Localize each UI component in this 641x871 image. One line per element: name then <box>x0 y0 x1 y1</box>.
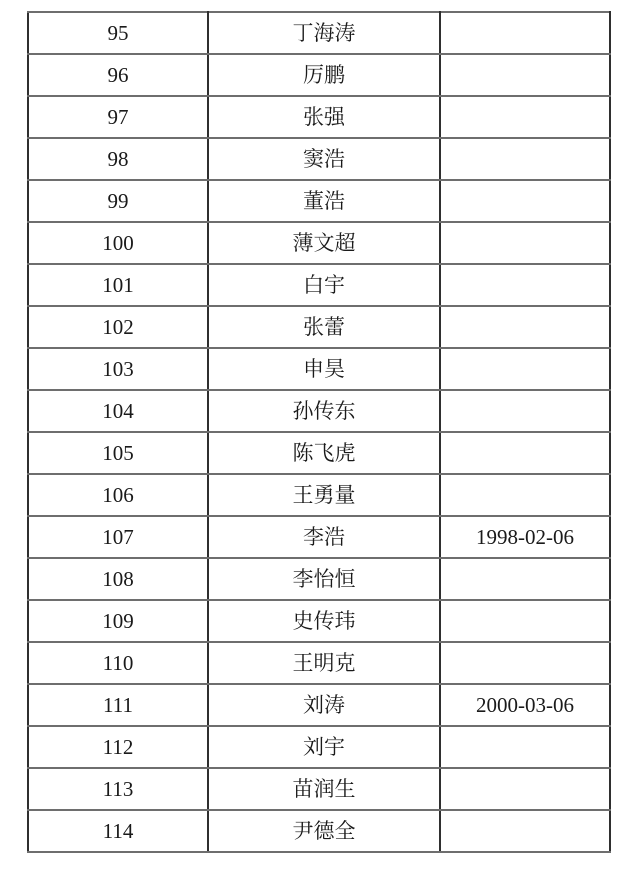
person-name-cell: 陈飞虎 <box>208 432 440 474</box>
person-name-cell: 李怡恒 <box>208 558 440 600</box>
table-row <box>28 222 610 264</box>
table-row <box>28 726 610 768</box>
table-row <box>28 138 610 180</box>
roster-table-body <box>28 12 610 852</box>
birthdate-cell <box>440 348 610 390</box>
birthdate-cell <box>440 222 610 264</box>
birthdate-cell <box>440 600 610 642</box>
birthdate-cell <box>440 96 610 138</box>
person-name-cell: 王明克 <box>208 642 440 684</box>
table-row <box>28 600 610 642</box>
row-index-cell: 108 <box>28 558 208 600</box>
person-name-cell: 张强 <box>208 96 440 138</box>
row-index-cell: 100 <box>28 222 208 264</box>
person-name-cell: 刘宇 <box>208 726 440 768</box>
person-name-cell: 窦浩 <box>208 138 440 180</box>
person-name-cell: 史传玮 <box>208 600 440 642</box>
table-row <box>28 684 610 726</box>
row-index-cell: 96 <box>28 54 208 96</box>
birthdate-cell <box>440 642 610 684</box>
row-index-cell: 101 <box>28 264 208 306</box>
row-index-cell: 97 <box>28 96 208 138</box>
birthdate-cell <box>440 180 610 222</box>
table-row <box>28 264 610 306</box>
row-index-cell: 105 <box>28 432 208 474</box>
person-name-cell: 尹德全 <box>208 810 440 852</box>
row-index-cell: 113 <box>28 768 208 810</box>
person-name-cell: 申昊 <box>208 348 440 390</box>
table-row <box>28 390 610 432</box>
row-index-cell: 112 <box>28 726 208 768</box>
person-name-cell: 丁海涛 <box>208 12 440 54</box>
person-name-cell: 王勇量 <box>208 474 440 516</box>
birthdate-cell <box>440 432 610 474</box>
row-index-cell: 103 <box>28 348 208 390</box>
birthdate-cell <box>440 726 610 768</box>
birthdate-cell <box>440 12 610 54</box>
birthdate-cell <box>440 54 610 96</box>
row-index-cell: 99 <box>28 180 208 222</box>
person-name-cell: 李浩 <box>208 516 440 558</box>
birthdate-cell <box>440 810 610 852</box>
person-name-cell: 薄文超 <box>208 222 440 264</box>
table-row <box>28 54 610 96</box>
birthdate-cell <box>440 474 610 516</box>
row-index-cell: 110 <box>28 642 208 684</box>
birthdate-cell <box>440 768 610 810</box>
table-row <box>28 180 610 222</box>
table-row <box>28 432 610 474</box>
birthdate-cell <box>440 306 610 348</box>
row-index-cell: 109 <box>28 600 208 642</box>
person-name-cell: 孙传东 <box>208 390 440 432</box>
birthdate-cell <box>440 390 610 432</box>
row-index-cell: 98 <box>28 138 208 180</box>
table-row <box>28 516 610 558</box>
table-row <box>28 96 610 138</box>
birthdate-cell: 1998-02-06 <box>440 516 610 558</box>
person-name-cell: 张蕾 <box>208 306 440 348</box>
birthdate-cell <box>440 264 610 306</box>
table-row <box>28 558 610 600</box>
person-name-cell: 刘涛 <box>208 684 440 726</box>
table-row <box>28 810 610 852</box>
row-index-cell: 102 <box>28 306 208 348</box>
person-name-cell: 董浩 <box>208 180 440 222</box>
table-row <box>28 348 610 390</box>
birthdate-cell <box>440 138 610 180</box>
table-row <box>28 642 610 684</box>
person-name-cell: 苗润生 <box>208 768 440 810</box>
row-index-cell: 106 <box>28 474 208 516</box>
table-row <box>28 474 610 516</box>
person-name-cell: 白宇 <box>208 264 440 306</box>
table-row <box>28 768 610 810</box>
row-index-cell: 95 <box>28 12 208 54</box>
table-row <box>28 306 610 348</box>
row-index-cell: 111 <box>28 684 208 726</box>
table-row <box>28 12 610 54</box>
person-name-cell: 厉鹏 <box>208 54 440 96</box>
birthdate-cell: 2000-03-06 <box>440 684 610 726</box>
roster-table <box>27 11 611 853</box>
birthdate-cell <box>440 558 610 600</box>
row-index-cell: 114 <box>28 810 208 852</box>
row-index-cell: 107 <box>28 516 208 558</box>
row-index-cell: 104 <box>28 390 208 432</box>
